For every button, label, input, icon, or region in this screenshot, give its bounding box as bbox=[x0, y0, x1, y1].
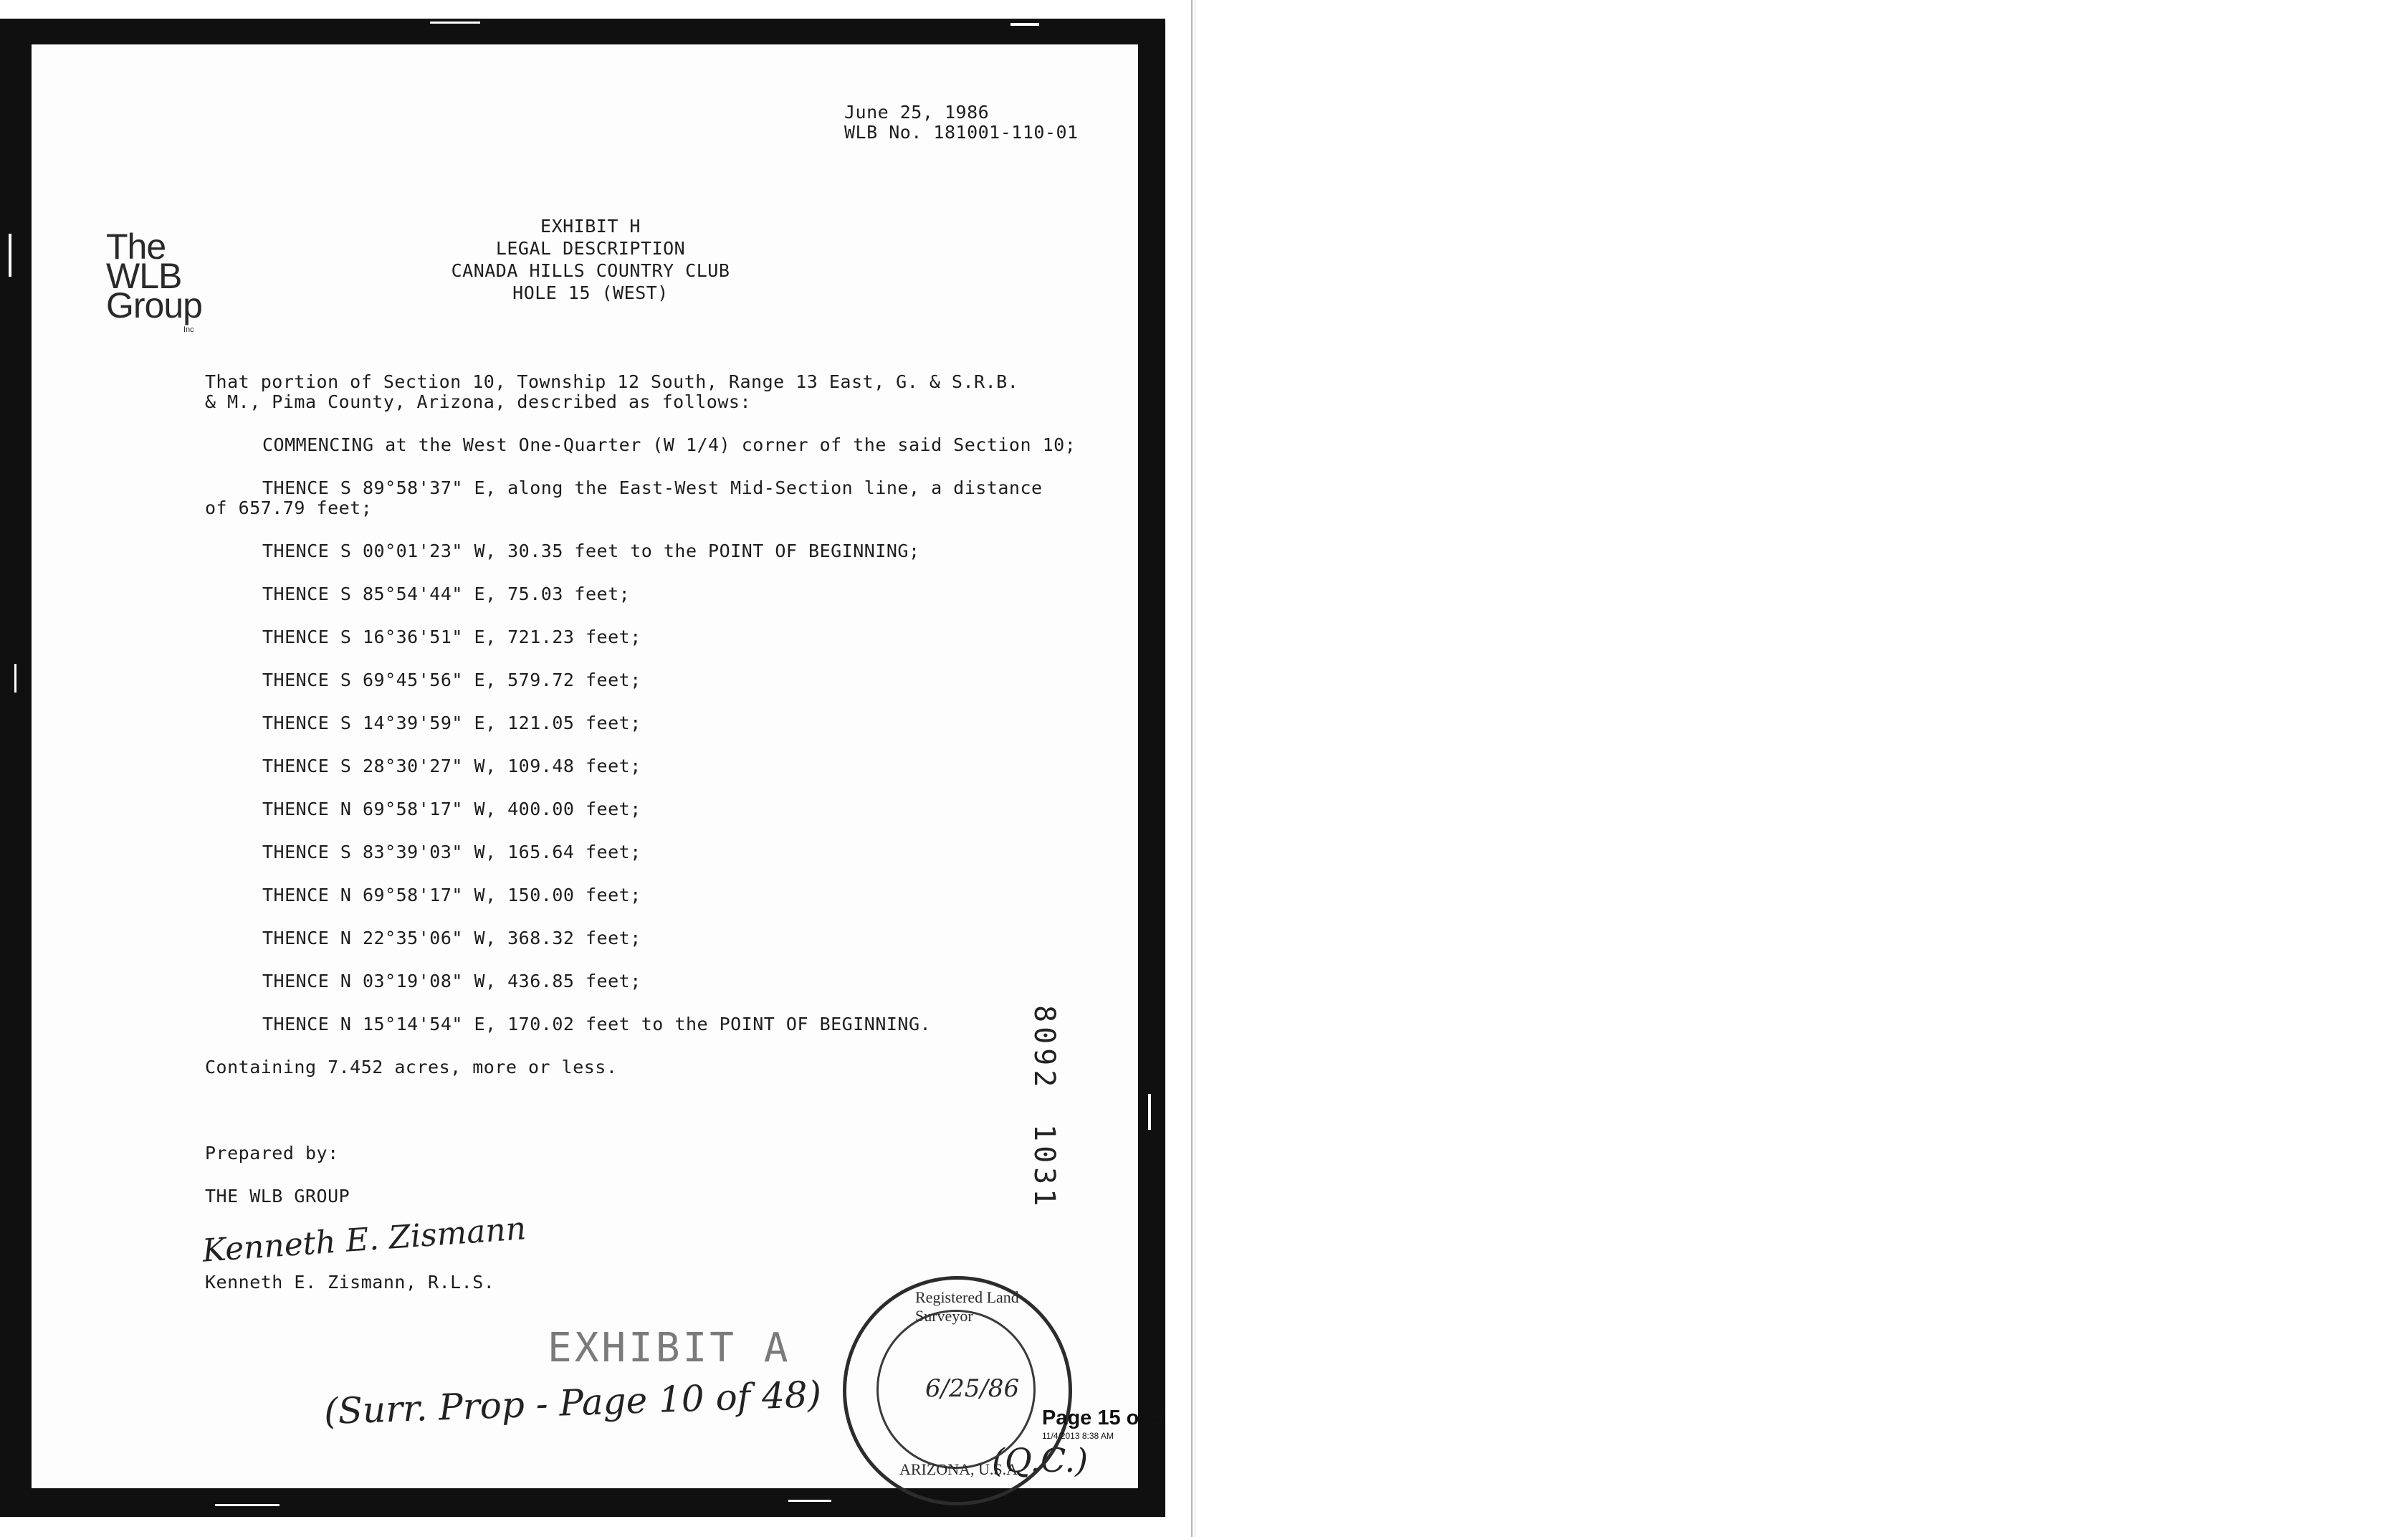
course-line: THENCE S 69°45'56" E, 579.72 feet; bbox=[262, 670, 641, 690]
exhibit-stamp: EXHIBIT A bbox=[548, 1325, 791, 1371]
surveyor-seal bbox=[843, 1276, 1072, 1505]
page-stamp: Page 15 of 5 bbox=[1042, 1407, 1164, 1429]
course-line: THENCE N 03°19'08" W, 436.85 feet; bbox=[262, 971, 641, 991]
intro-line-2: & M., Pima County, Arizona, described as follows: bbox=[205, 391, 752, 412]
seal-date: 6/25/86 bbox=[925, 1374, 1020, 1403]
course-line: THENCE S 83°39'03" W, 165.64 feet; bbox=[262, 842, 641, 862]
thence-first-line-2: of 657.79 feet; bbox=[205, 498, 373, 518]
wlb-group-logo: The WLB Group Inc bbox=[106, 227, 202, 334]
surveyor-name: Kenneth E. Zismann, R.L.S. bbox=[205, 1272, 495, 1293]
club-heading: CANADA HILLS COUNTRY CLUB bbox=[451, 260, 730, 281]
seal-bottom-text: ARIZONA, U.S.A. bbox=[899, 1460, 1022, 1478]
course-line: THENCE N 69°58'17" W, 400.00 feet; bbox=[262, 799, 641, 819]
commencing-line: COMMENCING at the West One-Quarter (W 1/4) corner of the said Section 10; bbox=[262, 434, 1076, 455]
course-line: THENCE S 28°30'27" W, 109.48 feet; bbox=[262, 756, 641, 776]
document-title bbox=[318, 215, 863, 304]
handwritten-initials: (Q.C.) bbox=[992, 1441, 1089, 1480]
recording-page-number: 1031 bbox=[1028, 1124, 1061, 1211]
acreage-line: Containing 7.452 acres, more or less. bbox=[205, 1057, 618, 1077]
seal-top-text: Registered Land Surveyor bbox=[915, 1288, 1019, 1325]
course-line: THENCE S 00°01'23" W, 30.35 feet to the POINT OF BEGINNING; bbox=[262, 541, 920, 561]
surveyor-signature: Kenneth E. Zismann bbox=[201, 1210, 527, 1270]
course-line: THENCE S 85°54'44" E, 75.03 feet; bbox=[262, 584, 631, 604]
viewer-page-divider bbox=[1191, 0, 1193, 1537]
exhibit-heading: EXHIBIT H bbox=[540, 216, 641, 237]
document-date: June 25, 1986 bbox=[844, 102, 990, 123]
course-line: THENCE N 15°14'54" E, 170.02 feet to the POINT OF BEGINNING. bbox=[262, 1014, 932, 1034]
wlb-number: WLB No. 181001-110-01 bbox=[844, 122, 1079, 143]
prepared-by-label: Prepared by: bbox=[205, 1143, 339, 1164]
course-line: THENCE S 16°36'51" E, 721.23 feet; bbox=[262, 627, 641, 647]
hole-heading: HOLE 15 (WEST) bbox=[512, 282, 669, 303]
thence-first-line-1: THENCE S 89°58'37" E, along the East-West Mid-Section line, a distance bbox=[262, 477, 1043, 498]
course-line: THENCE N 69°58'17" W, 150.00 feet; bbox=[262, 885, 641, 905]
legal-description-heading: LEGAL DESCRIPTION bbox=[495, 238, 686, 259]
recording-book-number: 8092 bbox=[1028, 1005, 1061, 1092]
handwritten-note: (Surr. Prop - Page 10 of 48) bbox=[323, 1373, 823, 1433]
page-stamp-datetime: 11/4/2013 8:38 AM bbox=[1042, 1431, 1114, 1441]
company-name: THE WLB GROUP bbox=[205, 1186, 350, 1207]
course-line: THENCE S 14°39'59" E, 121.05 feet; bbox=[262, 713, 641, 733]
intro-line-1: That portion of Section 10, Township 12 South, Range 13 East, G. & S.R.B. bbox=[205, 371, 1019, 392]
document-sheet bbox=[32, 44, 1164, 1488]
scanned-page bbox=[0, 19, 1165, 1517]
course-line: THENCE N 22°35'06" W, 368.32 feet; bbox=[262, 928, 641, 948]
